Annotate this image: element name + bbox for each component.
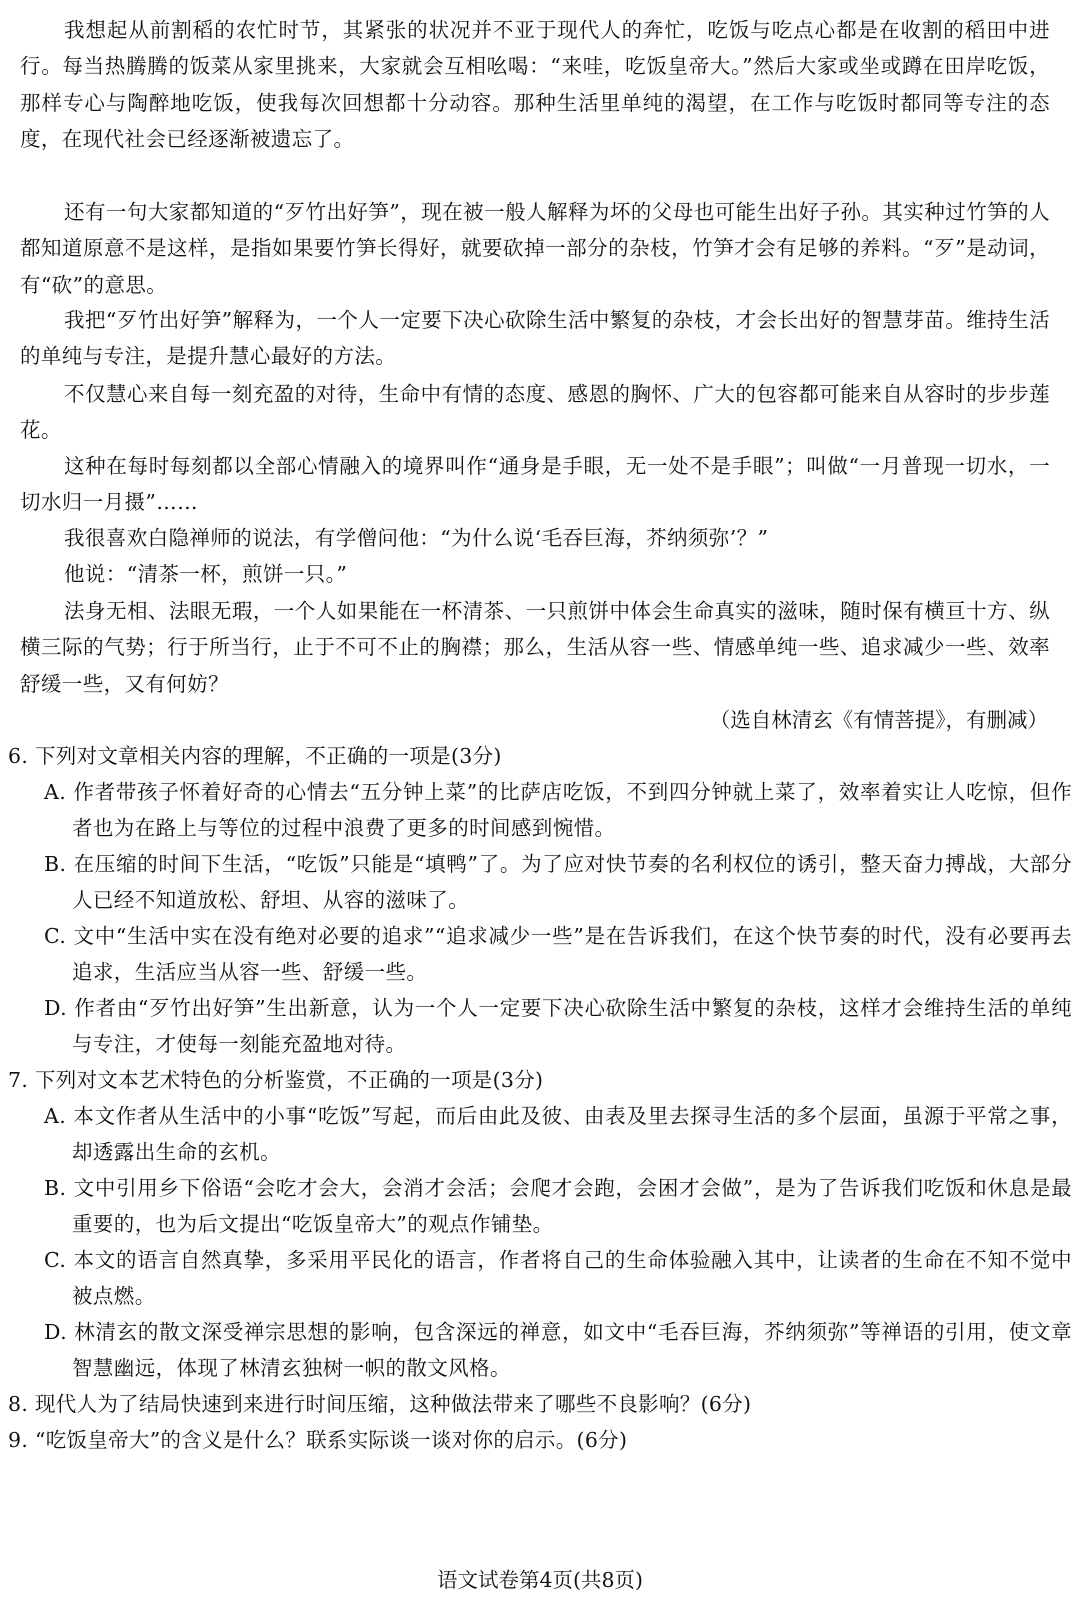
question-6-stem: 6. 下列对文章相关内容的理解，不正确的一项是(3分)	[8, 744, 502, 768]
question-6-option-b: B. 在压缩的时间下生活，“吃饭”只能是“填鸭”了。为了应对快节奏的名利权位的诱引，整天奋力搏战，大部分人已经不知道放松、舒坦、从容的滋味了。	[44, 852, 1072, 913]
question-9-stem: 9. “吃饭皇帝大”的含义是什么？联系实际谈一谈对你的启示。(6分)	[8, 1428, 628, 1452]
question-8-stem: 8. 现代人为了结局快速到来进行时间压缩，这种做法带来了哪些不良影响？(6分)	[8, 1392, 752, 1416]
question-6-option-d: D. 作者由“歹竹出好笋”生出新意，认为一个人一定要下决心砍除生活中繁复的杂枝，这样才会维持生活的单纯与专注，才使每一刻能充盈地对待。	[44, 996, 1072, 1057]
passage-paragraph-4: 不仅慧心来自每一刻充盈的对待，生命中有情的态度、感恩的胸怀、广大的包容都可能来自从容时的步步莲花。	[20, 382, 1050, 443]
question-7-option-c: C. 本文的语言自然真挚，多采用平民化的语言，作者将自己的生命体验融入其中，让读者的生命在不知不觉中被点燃。	[44, 1248, 1072, 1309]
passage-paragraph-3: 我把“歹竹出好笋”解释为，一个人一定要下决心砍除生活中繁复的杂枝，才会长出好的智慧芽苗。维持生活的单纯与专注，是提升慧心最好的方法。	[20, 308, 1050, 369]
question-7-option-d: D. 林清玄的散文深受禅宗思想的影响，包含深远的禅意，如文中“毛吞巨海，芥纳须弥”等禅语的引用，使文章智慧幽远，体现了林清玄独树一帜的散文风格。	[44, 1320, 1072, 1381]
passage-paragraph-6: 我很喜欢白隐禅师的说法，有学僧问他：“为什么说‘毛吞巨海，芥纳须弥’？”	[64, 526, 769, 550]
question-6-option-c: C. 文中“生活中实在没有绝对必要的追求”“追求减少一些”是在告诉我们，在这个快节奏的时代，没有必要再去追求，生活应当从容一些、舒缓一些。	[44, 924, 1072, 985]
page-footer: 语文试卷第4页(共8页)	[436, 1568, 644, 1592]
passage-source: （选自林清玄《有情菩提》，有删减）	[709, 708, 1048, 732]
passage-paragraph-7: 他说：“清茶一杯，煎饼一只。”	[64, 562, 348, 586]
passage-paragraph-5: 这种在每时每刻都以全部心情融入的境界叫作“通身是手眼，无一处不是手眼”；叫做“一月普现一切水，一切水归一月摄”……	[20, 454, 1050, 515]
question-7-option-b: B. 文中引用乡下俗语“会吃才会大，会消才会活；会爬才会跑，会困才会做”，是为了告诉我们吃饭和休息是最重要的，也为后文提出“吃饭皇帝大”的观点作铺垫。	[44, 1176, 1072, 1237]
passage-paragraph-2: 还有一句大家都知道的“歹竹出好笋”，现在被一般人解释为坏的父母也可能生出好子孙。其实种过竹笋的人都知道原意不是这样，是指如果要竹笋长得好，就要砍掉一部分的杂枝，竹笋才会有足够的养料。“歹”是动词，有“砍”的意思。	[20, 200, 1050, 297]
passage-paragraph-8: 法身无相、法眼无瑕，一个人如果能在一杯清茶、一只煎饼中体会生命真实的滋味，随时保有横亘十方、纵横三际的气势；行于所当行，止于不可不止的胸襟；那么，生活从容一些、情感单纯一些、追求减少一些、效率舒缓一些，又有何妨？	[20, 599, 1050, 696]
question-6-option-a: A. 作者带孩子怀着好奇的心情去“五分钟上菜”的比萨店吃饭，不到四分钟就上菜了，效率着实让人吃惊，但作者也为在路上与等位的过程中浪费了更多的时间感到惋惜。	[44, 780, 1072, 841]
passage-paragraph-1: 我想起从前割稻的农忙时节，其紧张的状况并不亚于现代人的奔忙，吃饭与吃点心都是在收割的稻田中进行。每当热腾腾的饭菜从家里挑来，大家就会互相吆喝：“来哇，吃饭皇帝大。”然后大家或坐或蹲在田岸吃饭，那样专心与陶醉地吃饭，使我每次回想都十分动容。那种生活里单纯的渴望，在工作与吃饭时都同等专注的态度，在现代社会已经逐渐被遗忘了。	[20, 18, 1050, 152]
question-7-stem: 7. 下列对文本艺术特色的分析鉴赏，不正确的一项是(3分)	[8, 1068, 544, 1092]
question-7-option-a: A. 本文作者从生活中的小事“吃饭”写起，而后由此及彼、由表及里去探寻生活的多个层面，虽源于平常之事，却透露出生命的玄机。	[44, 1104, 1072, 1165]
